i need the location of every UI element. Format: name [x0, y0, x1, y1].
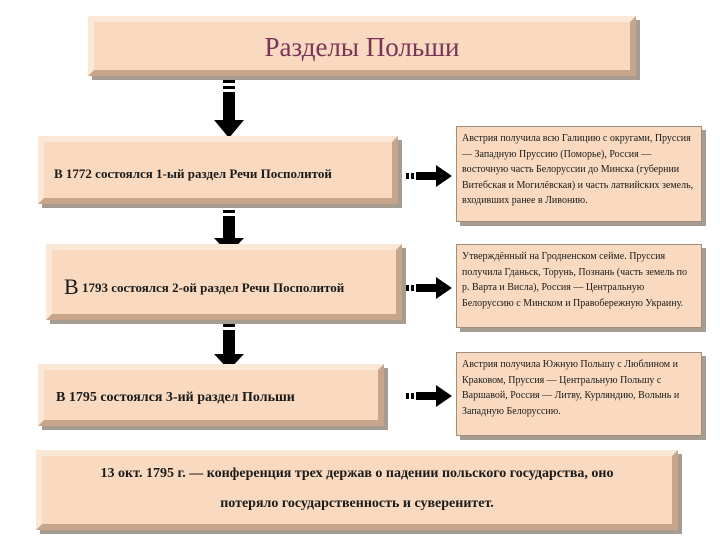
right-arrow-icon	[406, 164, 454, 188]
partition-2-label-wrap	[64, 274, 344, 300]
partition-1-label: В 1772 состоялся 1-ый раздел Речи Посполитой	[54, 166, 332, 181]
partition-2-details: Утверждённый на Гродненском сейме. Пруссия получила Гданьск, Торунь, Познань (часть земель по р. Варта и Висла), Россия — Центральную Белоруссию с Минском и Правобережную Украину.	[456, 244, 702, 328]
conclusion-line-2: потеряло государственность и суверенитет.	[220, 496, 494, 511]
diagram-title: Разделы Польши	[264, 32, 460, 62]
partition-2-label-prefix: В	[64, 274, 79, 299]
partition-3-label: В 1795 состоялся 3-ий раздел Польши	[56, 390, 295, 405]
right-arrow-icon	[406, 276, 454, 300]
down-arrow-icon	[212, 80, 246, 140]
partition-2-box	[46, 244, 402, 320]
partition-1-details: Австрия получила всю Галицию с округами, Пруссия — Западную Пруссию (Поморье), Россия — восточную часть Белоруссии до Минска (губернии Витебская и Могилёвская) и часть латвийских земель, входивших ранее в Ливонию.	[456, 126, 702, 222]
partition-2-label: 1793 состоялся 2-ой раздел Речи Посполитой	[78, 280, 345, 295]
conclusion-box	[36, 450, 678, 530]
title-box	[88, 16, 636, 76]
partition-1-box	[38, 136, 398, 204]
right-arrow-icon	[406, 384, 454, 408]
partition-3-details: Австрия получила Южную Польшу с Люблином и Краковом, Пруссия — Центральную Польшу с Варшавой, Россия — Литву, Курляндию, Волынь и Западную Белоруссию.	[456, 352, 702, 436]
conclusion-line-1: 13 окт. 1795 г. — конференция трех держав о падении польского государства, оно	[100, 466, 614, 481]
partition-3-box	[38, 364, 384, 426]
